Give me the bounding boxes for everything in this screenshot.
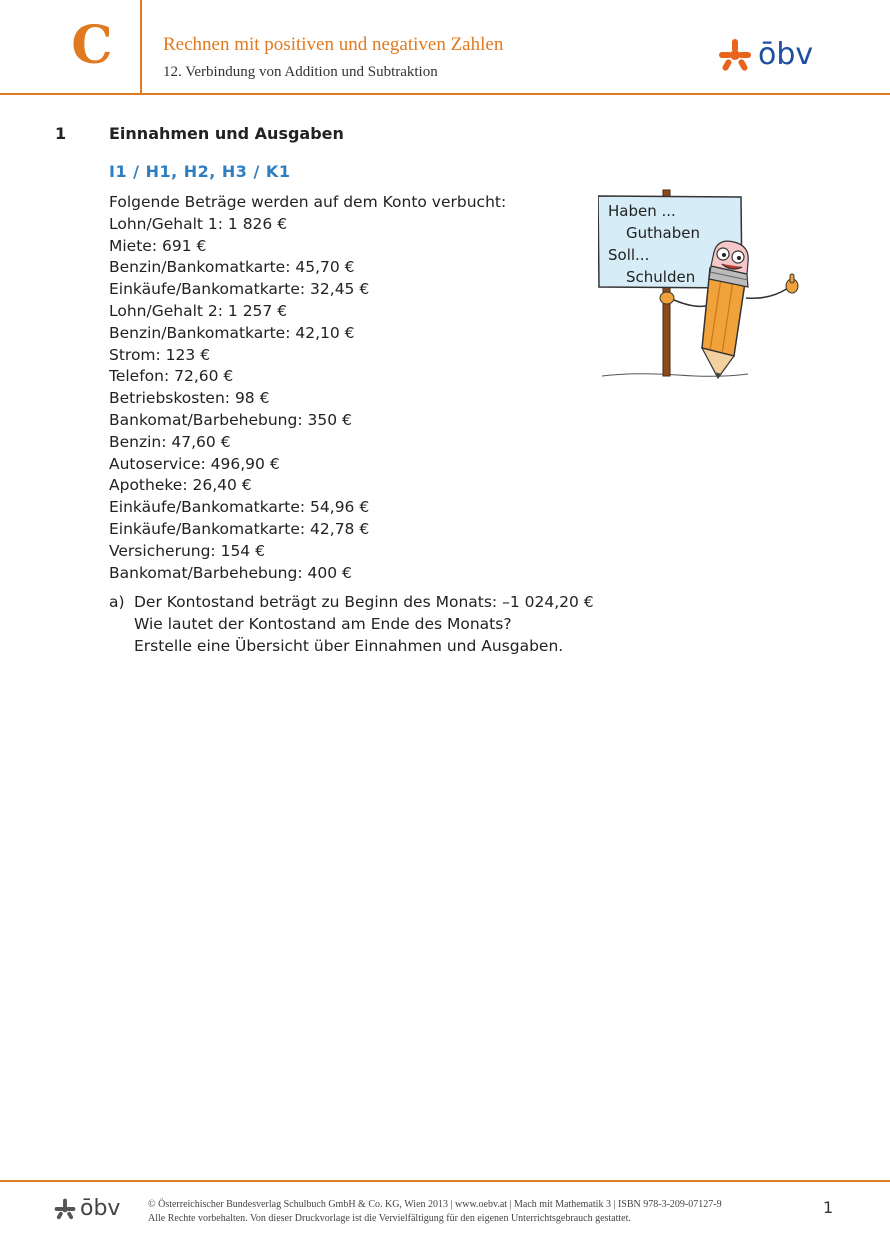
list-item: Betriebskosten: 98 €: [109, 389, 270, 408]
task-number: 1: [55, 124, 67, 143]
footer-divider: [0, 1180, 890, 1182]
list-item: Bankomat/Barbehebung: 350 €: [109, 410, 352, 429]
pencil-sign-illustration: [598, 188, 808, 383]
page-subtitle: 12. Verbindung von Addition und Subtraktion: [163, 64, 438, 80]
task-body: [109, 192, 506, 584]
list-item: Einkäufe/Bankomatkarte: 54,96 €: [109, 498, 370, 517]
header-divider: [0, 93, 890, 95]
list-item: Versicherung: 154 €: [109, 541, 265, 560]
subtask-label: a): [109, 593, 125, 611]
footer-brand-logo: [54, 1198, 120, 1220]
chapter-letter: C: [71, 15, 113, 76]
footer-copyright: [148, 1198, 722, 1226]
copyright-line: Alle Rechte vorbehalten. Von dieser Druckvorlage ist die Vervielfältigung für den eigenen Unterrichtsgebrauch gestattet.: [148, 1213, 631, 1224]
brand-logo: [718, 38, 813, 72]
list-item: Autoservice: 496,90 €: [109, 454, 280, 473]
brand-text: ōbv: [758, 37, 814, 72]
task-intro: Folgende Beträge werden auf dem Konto verbucht:: [109, 193, 507, 211]
list-item: Benzin/Bankomatkarte: 42,10 €: [109, 323, 355, 342]
star-burst-icon: [718, 38, 752, 72]
subtask-line: Wie lautet der Kontostand am Ende des Monats?: [134, 614, 512, 633]
list-item: Strom: 123 €: [109, 345, 211, 364]
header-divider-vertical: [140, 0, 142, 93]
task-title: Einnahmen und Ausgaben: [109, 124, 344, 143]
list-item: Apotheke: 26,40 €: [109, 476, 252, 495]
sign-line: Guthaben: [626, 224, 700, 242]
copyright-line: © Österreichischer Bundesverlag Schulbuch GmbH & Co. KG, Wien 2013 | www.oebv.at | Mach mit Mathematik 3 | ISBN 978-3-209-07127-9: [148, 1199, 722, 1210]
subtask-line: Erstelle eine Übersicht über Einnahmen und Ausgaben.: [134, 636, 564, 655]
star-burst-icon: [54, 1198, 76, 1220]
list-item: Telefon: 72,60 €: [109, 367, 234, 386]
list-item: Benzin: 47,60 €: [109, 432, 231, 451]
sign-line: Soll...: [608, 246, 650, 264]
footer-brand-text: ōbv: [80, 1196, 121, 1221]
list-item: Lohn/Gehalt 2: 1 257 €: [109, 301, 288, 320]
list-item: Bankomat/Barbehebung: 400 €: [109, 563, 352, 582]
list-item: Lohn/Gehalt 1: 1 826 €: [109, 214, 288, 233]
sign-line: Schulden: [626, 268, 696, 286]
subtask-line: Der Kontostand beträgt zu Beginn des Monats: –1 024,20 €: [134, 593, 594, 611]
list-item: Benzin/Bankomatkarte: 45,70 €: [109, 258, 355, 277]
list-item: Einkäufe/Bankomatkarte: 42,78 €: [109, 519, 370, 538]
page-title: Rechnen mit positiven und negativen Zahlen: [163, 34, 504, 55]
list-item: Einkäufe/Bankomatkarte: 32,45 €: [109, 280, 370, 299]
sign-line: Haben ...: [608, 202, 676, 220]
competence-codes: I1 / H1, H2, H3 / K1: [109, 162, 291, 181]
list-item: Miete: 691 €: [109, 236, 207, 255]
page-number: 1: [823, 1198, 834, 1217]
